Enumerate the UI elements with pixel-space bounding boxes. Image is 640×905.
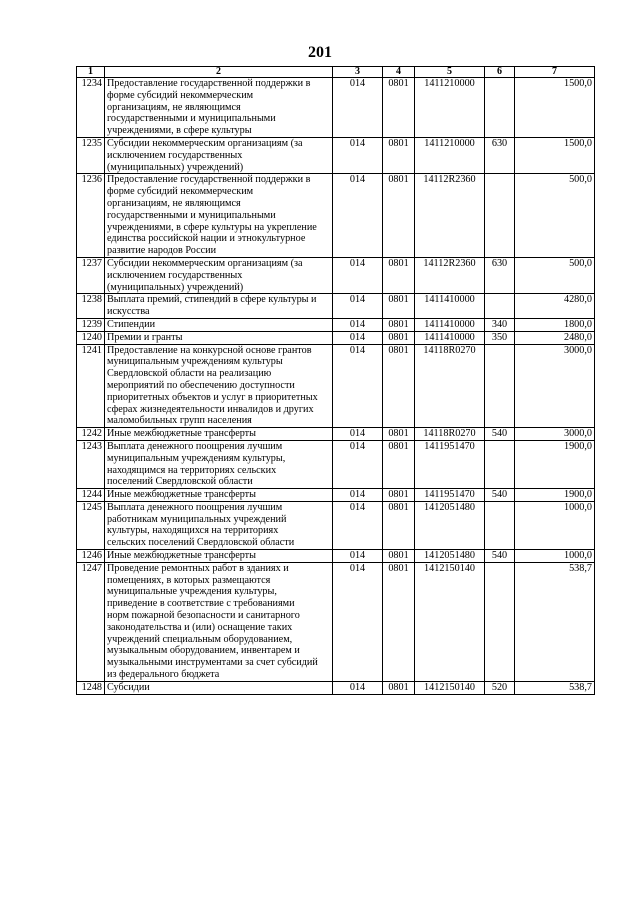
row-name (105, 331, 333, 344)
row-target-code: 1412150140 (415, 562, 485, 681)
row-sum: 3000,0 (515, 344, 595, 428)
row-sum: 1000,0 (515, 501, 595, 549)
row-section-code: 0801 (383, 78, 415, 138)
row-name-text: Проведение ремонтных работ в зданиях и помещениях, в которых размещаются муниципальные учреждения культуры, приведение в соответствие с требованиями норм пожарной безопасности и санитарного законодательства и (или) оснащение таких учреждений специальным оборудованием, музыкальным оборудованием, инвентарем и музыкальными инструментами за счет субсидий из федерального бюджета (107, 562, 318, 681)
table-row (77, 137, 595, 173)
row-name (105, 562, 333, 681)
header-col-5: 5 (415, 67, 485, 78)
row-section-code: 0801 (383, 501, 415, 549)
row-expense-type: 350 (485, 331, 515, 344)
row-number: 1240 (77, 331, 105, 344)
header-col-2: 2 (105, 67, 333, 78)
row-expense-type (485, 294, 515, 319)
row-ministry-code: 014 (333, 78, 383, 138)
row-section-code: 0801 (383, 174, 415, 258)
row-name-text: Предоставление государственной поддержки в форме субсидий некоммерческим организациям, не являющимся государственными и муниципальными учреждениями, в сфере культуры на укрепление единства российской нации и этнокультурное развитие народов России (107, 174, 317, 257)
row-target-code: 1411410000 (415, 318, 485, 331)
header-col-3: 3 (333, 67, 383, 78)
row-name-text: Субсидии (107, 681, 150, 693)
row-number: 1244 (77, 489, 105, 502)
row-ministry-code: 014 (333, 428, 383, 441)
row-ministry-code: 014 (333, 137, 383, 173)
row-target-code: 1412150140 (415, 681, 485, 694)
row-number: 1247 (77, 562, 105, 681)
header-col-4: 4 (383, 67, 415, 78)
row-expense-type: 630 (485, 137, 515, 173)
row-expense-type: 540 (485, 550, 515, 563)
row-target-code: 14118R0270 (415, 428, 485, 441)
row-name-text: Выплата денежного поощрения лучшим муниципальным учреждениям культуры, находящимся на территориях сельских поселений Свердловской области (107, 440, 286, 488)
row-target-code: 1411951470 (415, 440, 485, 488)
row-number: 1236 (77, 174, 105, 258)
row-name (105, 440, 333, 488)
row-name (105, 489, 333, 502)
row-ministry-code: 014 (333, 440, 383, 488)
row-ministry-code: 014 (333, 344, 383, 428)
header-col-7: 7 (515, 67, 595, 78)
row-section-code: 0801 (383, 489, 415, 502)
table-row (77, 257, 595, 293)
table-row (77, 294, 595, 319)
row-section-code: 0801 (383, 318, 415, 331)
row-ministry-code: 014 (333, 489, 383, 502)
row-ministry-code: 014 (333, 318, 383, 331)
row-name (105, 318, 333, 331)
row-sum: 1500,0 (515, 137, 595, 173)
row-sum: 4280,0 (515, 294, 595, 319)
row-number: 1234 (77, 78, 105, 138)
row-ministry-code: 014 (333, 174, 383, 258)
table-row (77, 174, 595, 258)
row-name-text: Иные межбюджетные трансферты (107, 550, 256, 562)
table-row (77, 440, 595, 488)
row-name (105, 681, 333, 694)
table-row (77, 489, 595, 502)
row-name-text: Субсидии некоммерческим организациям (за исключением государственных (муниципальных) учреждений) (107, 257, 303, 293)
row-section-code: 0801 (383, 137, 415, 173)
row-ministry-code: 014 (333, 257, 383, 293)
row-expense-type (485, 174, 515, 258)
row-name-text: Премии и гранты (107, 331, 183, 343)
row-expense-type: 520 (485, 681, 515, 694)
row-section-code: 0801 (383, 562, 415, 681)
row-target-code: 1412051480 (415, 550, 485, 563)
row-sum: 500,0 (515, 257, 595, 293)
row-expense-type: 540 (485, 489, 515, 502)
row-target-code: 1411410000 (415, 294, 485, 319)
row-name (105, 294, 333, 319)
row-number: 1239 (77, 318, 105, 331)
row-target-code: 1411210000 (415, 137, 485, 173)
table-row (77, 318, 595, 331)
row-ministry-code: 014 (333, 562, 383, 681)
row-name (105, 257, 333, 293)
row-sum: 1500,0 (515, 78, 595, 138)
row-sum: 3000,0 (515, 428, 595, 441)
row-name (105, 137, 333, 173)
table-row (77, 501, 595, 549)
table-row (77, 562, 595, 681)
row-target-code: 14118R0270 (415, 344, 485, 428)
row-section-code: 0801 (383, 681, 415, 694)
row-number: 1242 (77, 428, 105, 441)
row-ministry-code: 014 (333, 501, 383, 549)
row-number: 1241 (77, 344, 105, 428)
row-ministry-code: 014 (333, 294, 383, 319)
row-number: 1237 (77, 257, 105, 293)
row-sum: 1800,0 (515, 318, 595, 331)
row-section-code: 0801 (383, 440, 415, 488)
row-number: 1243 (77, 440, 105, 488)
row-number: 1248 (77, 681, 105, 694)
row-number: 1245 (77, 501, 105, 549)
row-section-code: 0801 (383, 257, 415, 293)
row-name-text: Иные межбюджетные трансферты (107, 489, 256, 501)
row-sum: 538,7 (515, 562, 595, 681)
table-row (77, 78, 595, 138)
row-sum: 1000,0 (515, 550, 595, 563)
row-target-code: 1412051480 (415, 501, 485, 549)
row-expense-type: 630 (485, 257, 515, 293)
row-ministry-code: 014 (333, 681, 383, 694)
row-name-text: Стипендии (107, 318, 156, 330)
row-ministry-code: 014 (333, 550, 383, 563)
row-name (105, 174, 333, 258)
row-section-code: 0801 (383, 331, 415, 344)
row-expense-type: 340 (485, 318, 515, 331)
row-name-text: Предоставление государственной поддержки в форме субсидий некоммерческим организациям, не являющимся государственными и муниципальными учреждениями, в сфере культуры (107, 78, 311, 137)
page-number: 201 (308, 44, 332, 61)
row-expense-type (485, 78, 515, 138)
row-name-text: Выплата премий, стипендий в сфере культуры и искусства (107, 294, 317, 318)
row-number: 1238 (77, 294, 105, 319)
row-target-code: 1411410000 (415, 331, 485, 344)
row-name (105, 501, 333, 549)
budget-table (76, 66, 595, 695)
row-sum: 2480,0 (515, 331, 595, 344)
row-target-code: 1411951470 (415, 489, 485, 502)
row-name (105, 428, 333, 441)
table-row (77, 344, 595, 428)
row-section-code: 0801 (383, 344, 415, 428)
row-section-code: 0801 (383, 550, 415, 563)
row-name (105, 344, 333, 428)
header-row (77, 67, 595, 78)
row-sum: 1900,0 (515, 440, 595, 488)
row-ministry-code: 014 (333, 331, 383, 344)
row-expense-type (485, 344, 515, 428)
header-col-6: 6 (485, 67, 515, 78)
row-section-code: 0801 (383, 428, 415, 441)
row-sum: 538,7 (515, 681, 595, 694)
row-name (105, 78, 333, 138)
row-target-code: 1411210000 (415, 78, 485, 138)
table-body (77, 78, 595, 695)
row-expense-type (485, 501, 515, 549)
row-target-code: 14112R2360 (415, 257, 485, 293)
row-number: 1246 (77, 550, 105, 563)
row-expense-type (485, 440, 515, 488)
row-number: 1235 (77, 137, 105, 173)
row-sum: 500,0 (515, 174, 595, 258)
row-sum: 1900,0 (515, 489, 595, 502)
table-row (77, 550, 595, 563)
row-section-code: 0801 (383, 294, 415, 319)
table-row (77, 681, 595, 694)
row-name-text: Иные межбюджетные трансферты (107, 428, 256, 440)
table-row (77, 331, 595, 344)
row-target-code: 14112R2360 (415, 174, 485, 258)
row-expense-type (485, 562, 515, 681)
row-name-text: Субсидии некоммерческим организациям (за исключением государственных (муниципальных) учреждений) (107, 137, 303, 173)
header-col-1: 1 (77, 67, 105, 78)
row-name-text: Выплата денежного поощрения лучшим работникам муниципальных учреждений культуры, находящихся на территориях сельских поселений Свердловской области (107, 501, 295, 549)
row-name-text: Предоставление на конкурсной основе грантов муниципальным учреждениям культуры Свердловской области на реализацию мероприятий по обеспечению доступности приоритетных объектов и услуг в приоритетных сферах жизнедеятельности инвалидов и других маломобильных групп населения (107, 344, 318, 427)
row-name (105, 550, 333, 563)
table-row (77, 428, 595, 441)
row-expense-type: 540 (485, 428, 515, 441)
